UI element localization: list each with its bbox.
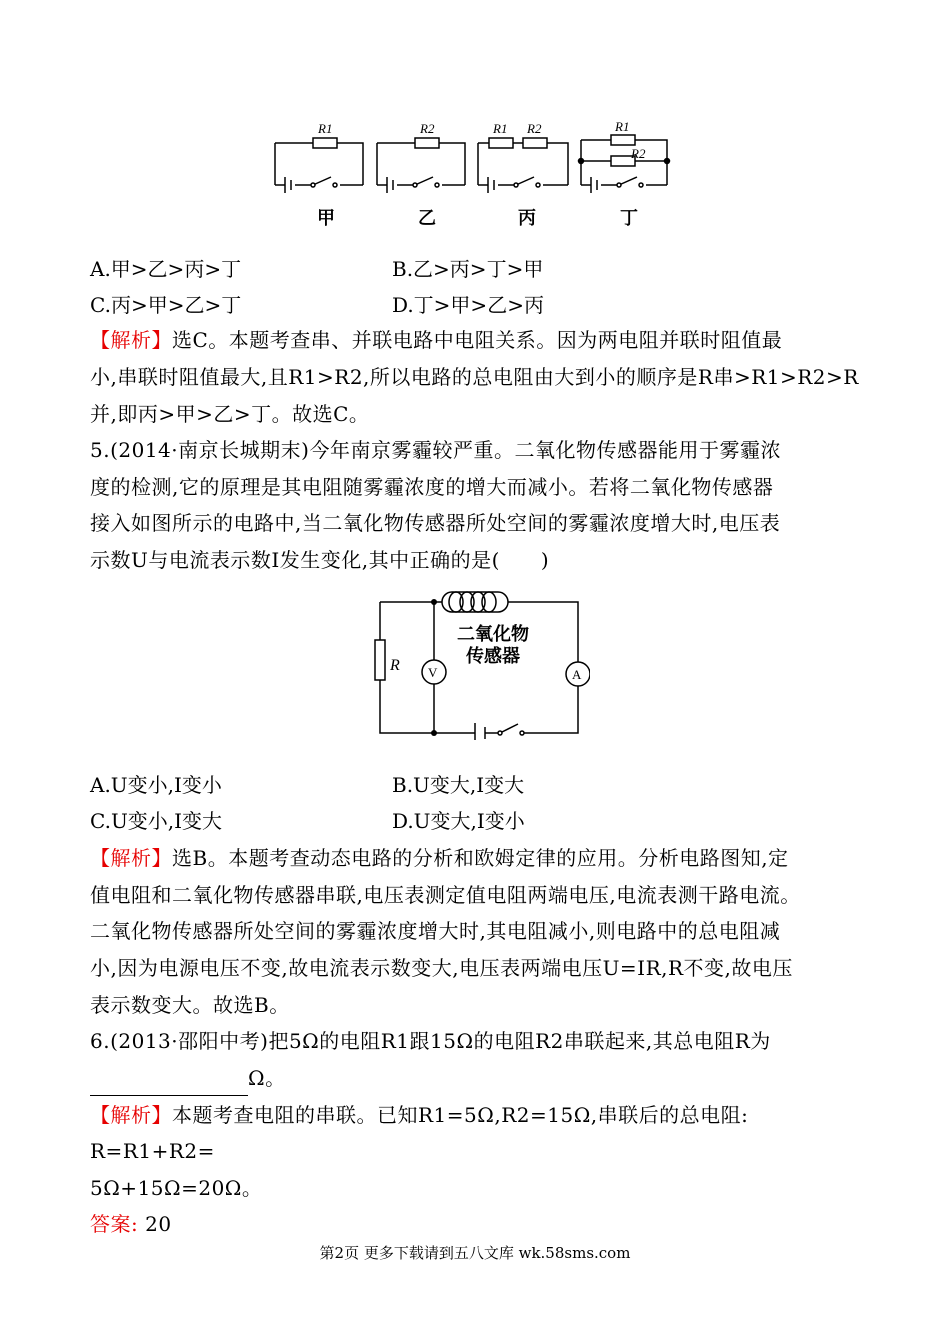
q5-analysis-line4: 小,因为电源电压不变,故电流表示数变大,电压表两端电压U=IR,R不变,故电压 (90, 956, 793, 980)
q5-analysis (90, 840, 789, 876)
unit-ohm: Ω。 (248, 1066, 286, 1090)
page-footer: 第2页 更多下载请到五八文库 wk.58sms.com (319, 1244, 631, 1262)
q4-option-d: D.丁>甲>乙>丙 (392, 293, 544, 317)
answer-tag: 答案: (90, 1212, 139, 1236)
q4-analysis-line3: 并,即丙>甲>乙>丁。故选C。 (90, 402, 370, 426)
analysis-tag: 【解析】 (90, 846, 172, 870)
circuit-label-jia: 甲 (317, 208, 335, 229)
q5-option-a: A.U变小,I变小 (90, 773, 222, 797)
q4-option-a: A.甲>乙>丙>丁 (90, 257, 242, 281)
resistor-label: R2 (527, 121, 542, 136)
q5-option-d: D.U变大,I变小 (392, 809, 525, 833)
analysis-tag: 【解析】 (90, 328, 172, 352)
q5-stem-line2: 度的检测,它的原理是其电阻随雾霾浓度的增大而减小。若将二氧化物传感器 (90, 475, 774, 499)
circuit-label-yi: 乙 (418, 208, 436, 229)
q6-analysis (90, 1097, 748, 1133)
circuit-label-ding: 丁 (620, 208, 638, 229)
circuit-label-bing: 丙 (518, 208, 536, 229)
q6-analysis-line2: R=R1+R2= (90, 1139, 215, 1163)
ammeter-label: A (572, 667, 582, 682)
q4-option-b: B.乙>丙>丁>甲 (392, 257, 544, 281)
sensor-label-line2: 传感器 (466, 646, 520, 667)
q5-analysis-line5: 表示数变大。故选B。 (90, 993, 290, 1017)
q5-option-c: C.U变小,I变大 (90, 809, 223, 833)
analysis-text: 本题考查电阻的串联。已知R1=5Ω,R2=15Ω,串联后的总电阻: (172, 1103, 749, 1127)
resistor-label: R1 (318, 121, 333, 136)
q6-stem-line2 (90, 1060, 286, 1096)
q6-analysis-line3: 5Ω+15Ω=20Ω。 (90, 1176, 263, 1200)
answer-blank[interactable] (90, 1073, 248, 1096)
resistor-label: R1 (493, 121, 508, 136)
q4-analysis-line2: 小,串联时阻值最大,且R1>R2,所以电路的总电阻由大到小的顺序是R串>R1>R2>R (90, 365, 859, 389)
q5-stem-line1: 5.(2014·南京长城期末)今年南京雾霾较严重。二氧化物传感器能用于雾霾浓 (90, 438, 781, 462)
resistor-label: R2 (631, 146, 646, 161)
q5-option-b: B.U变大,I变大 (392, 773, 525, 797)
q6-stem-line1: 6.(2013·邵阳中考)把5Ω的电阻R1跟15Ω的电阻R2串联起来,其总电阻R为 (90, 1029, 771, 1053)
q5-analysis-line2: 值电阻和二氧化物传感器串联,电压表测定值电阻两端电压,电流表测干路电流。 (90, 883, 801, 907)
resistor-label: R2 (420, 121, 435, 136)
voltmeter-label: V (428, 665, 438, 680)
resistor-r-label: R (390, 657, 400, 674)
q4-analysis (90, 322, 782, 358)
analysis-tag: 【解析】 (90, 1103, 172, 1127)
q5-analysis-line3: 二氧化物传感器所处空间的雾霾浓度增大时,其电阻减小,则电路中的总电阻减 (90, 919, 781, 943)
answer-value: 20 (145, 1212, 172, 1236)
q6-answer (90, 1206, 172, 1242)
analysis-text: 选C。本题考查串、并联电路中电阻关系。因为两电阻并联时阻值最 (172, 328, 783, 352)
analysis-text: 选B。本题考查动态电路的分析和欧姆定律的应用。分析电路图知,定 (172, 846, 789, 870)
q5-stem-line4: 示数U与电流表示数I发生变化,其中正确的是( ) (90, 548, 550, 572)
resistor-label: R1 (615, 119, 630, 134)
sensor-label-line1: 二氧化物 (457, 624, 529, 645)
q4-option-c: C.丙>甲>乙>丁 (90, 293, 242, 317)
q5-stem-line3: 接入如图所示的电路中,当二氧化物传感器所处空间的雾霾浓度增大时,电压表 (90, 511, 781, 535)
